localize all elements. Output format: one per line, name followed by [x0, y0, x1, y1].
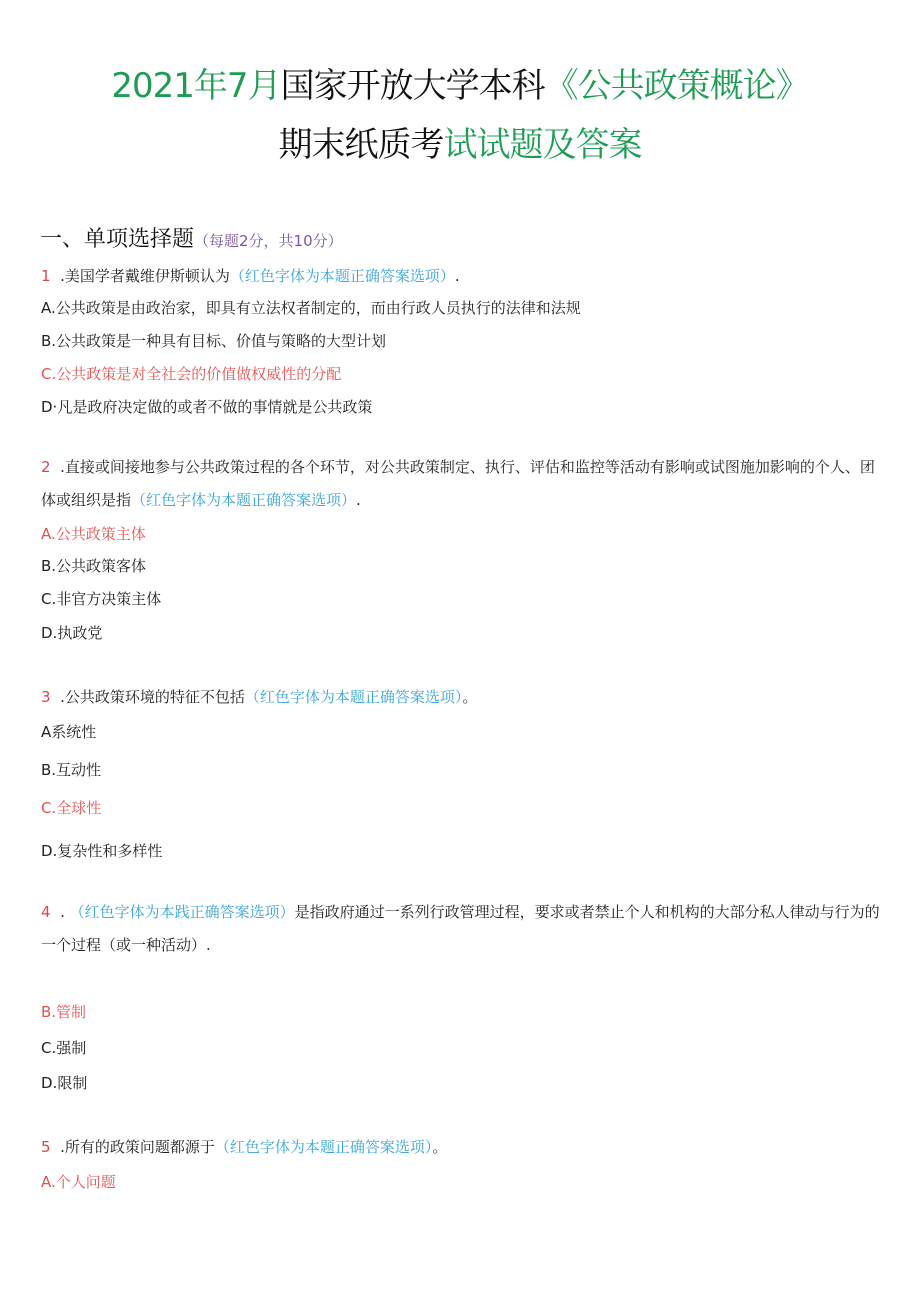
answer-hint: （红色字体为本题正确答案选项） [229, 267, 455, 285]
question-number: 2 [41, 458, 51, 476]
title-exam: 期末纸质考 [278, 125, 444, 165]
option-a: A系统性 [41, 723, 97, 741]
title-course: 《公共政策概论》 [544, 66, 809, 106]
section-title: 一、单项选择题 [40, 227, 195, 252]
answer-hint: （红色字体为本题正确答案选项） [244, 688, 463, 706]
question-5-stem [41, 1137, 447, 1157]
question-tail: 。 [462, 688, 478, 706]
option-c: C.强制 [41, 1039, 87, 1057]
answer-hint: （红色字体为本题正确答案选项） [214, 1138, 433, 1156]
option-a-correct: A.个人问题 [41, 1173, 116, 1191]
section-note: （每题2分，共10分） [194, 232, 343, 250]
section-heading [40, 222, 343, 253]
option-a: A.公共政策是由政治家，即具有立法权者制定的，而由行政人员执行的法律和法规 [41, 299, 581, 317]
option-b-correct: B.管制 [41, 1003, 87, 1021]
question-4-stem [41, 896, 886, 962]
question-number: 5 [41, 1138, 51, 1156]
title-answers: 试试题及答案 [443, 125, 642, 165]
question-tail: . [356, 491, 361, 509]
question-number: 3 [41, 688, 51, 706]
question-3-stem [41, 687, 477, 707]
question-tail: . [454, 267, 460, 285]
answer-hint: （红色字体为本题正确答案选项） [131, 491, 357, 509]
option-d: D.限制 [41, 1074, 88, 1092]
option-c: C.非官方决策主体 [41, 590, 162, 608]
document-title-line2 [0, 117, 920, 166]
question-tail: 是指政府通过一系列行政管理过程，要求或者禁止个人和机构的大部分私人律动与行为的一个过程（或一种活动）. [41, 903, 880, 954]
document-title-line1 [0, 58, 920, 107]
question-number: 4 [41, 903, 51, 921]
title-university: 国家开放大学本科 [280, 66, 545, 106]
option-b: B.公共政策是一种具有目标、价值与策略的大型计划 [41, 332, 387, 350]
question-text: .所有的政策问题都源于 [60, 1138, 215, 1156]
option-c-correct: C.公共政策是对全社会的价值做权威性的分配 [41, 365, 342, 383]
title-year: 2021年7月 [111, 66, 281, 106]
option-d: D.复杂性和多样性 [41, 842, 163, 860]
option-b: B.互动性 [41, 761, 102, 779]
question-number: 1 [41, 267, 51, 285]
question-1-stem [41, 266, 460, 286]
option-d: D·凡是政府决定做的或者不做的事情就是公共政策 [41, 398, 373, 416]
answer-hint: （红色字体为本践正确答案选项） [69, 903, 295, 921]
question-text: . [60, 903, 65, 921]
option-d: D.执政党 [41, 624, 103, 642]
option-b: B.公共政策客体 [41, 557, 147, 575]
question-text: .直接或间接地参与公共政策过程的各个环节，对公共政策制定、执行、评估和监控等活动有影响或试图施加影响的个人、团体或组织是指 [41, 458, 875, 509]
option-a-correct: A.公共政策主体 [41, 525, 146, 543]
question-2-stem [41, 451, 886, 517]
question-tail: 。 [432, 1138, 448, 1156]
question-text: .公共政策环境的特征不包括 [60, 688, 245, 706]
option-c-correct: C.全球性 [41, 799, 102, 817]
question-text: .美国学者戴维伊斯顿认为 [60, 267, 230, 285]
